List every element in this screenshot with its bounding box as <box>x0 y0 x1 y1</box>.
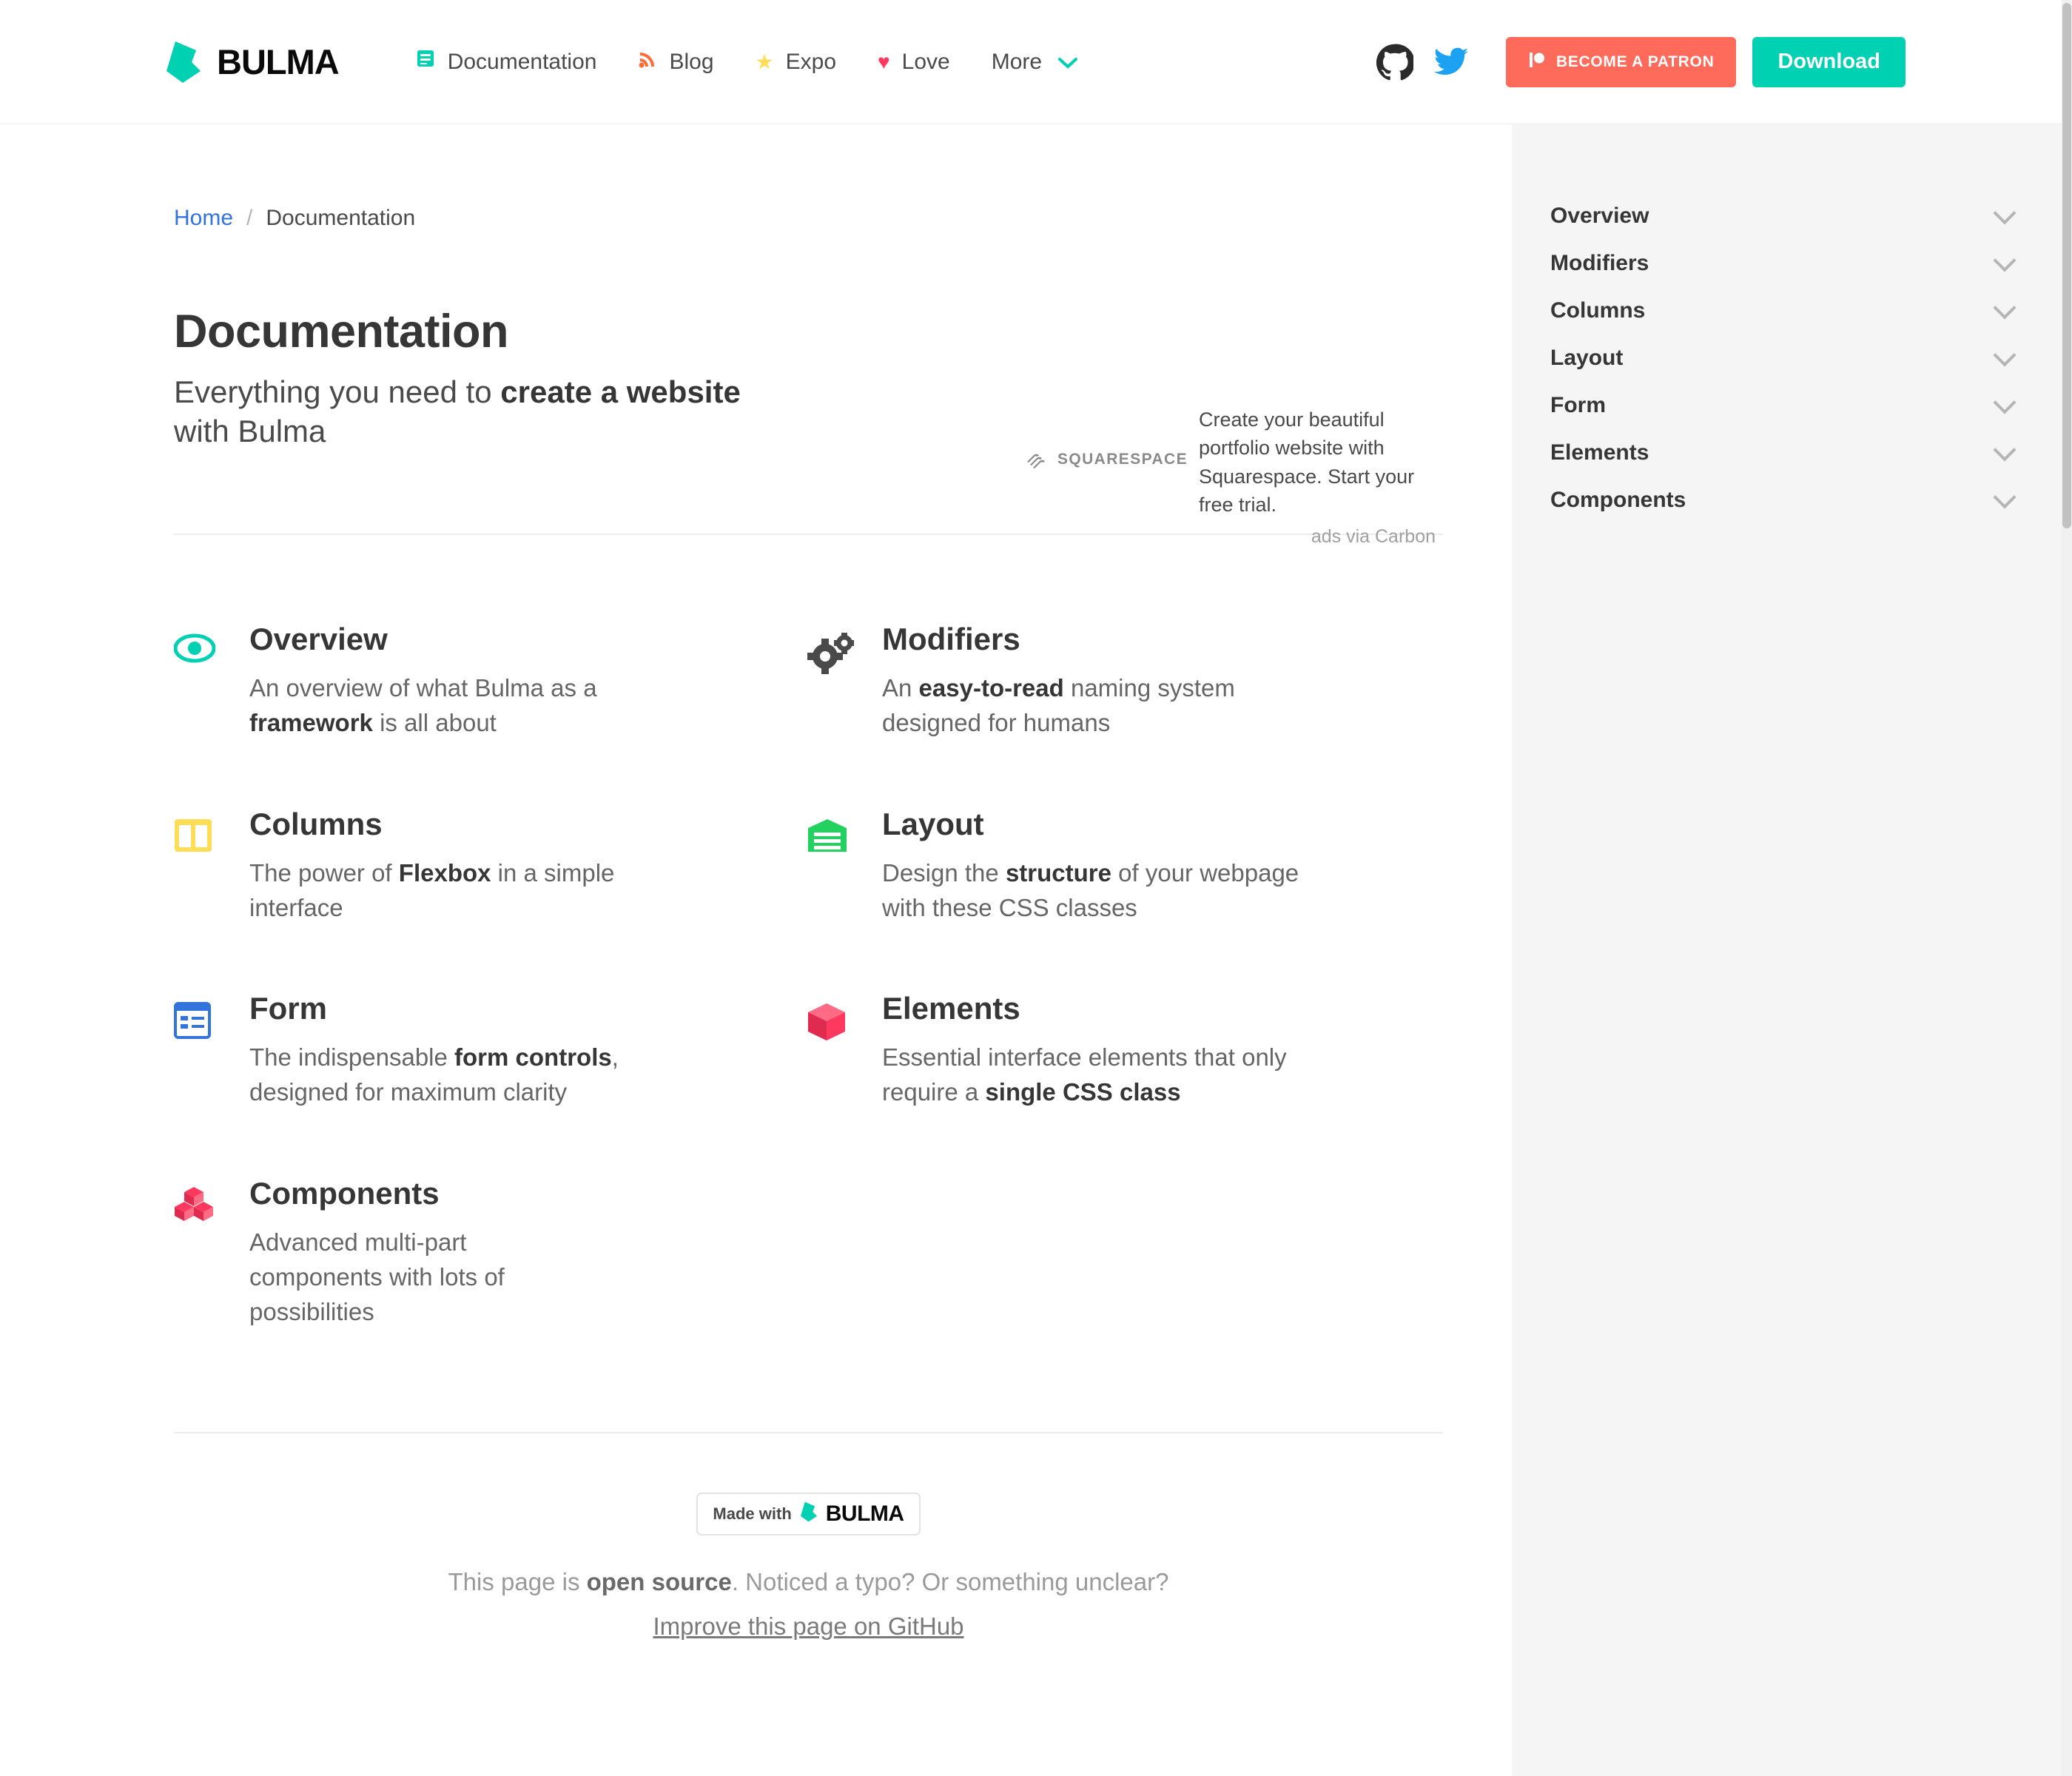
card-body <box>249 1178 807 1330</box>
sidebar-item-layout[interactable] <box>1512 334 2072 382</box>
card-layout[interactable] <box>807 806 1439 994</box>
twitter-icon[interactable] <box>1423 34 1479 90</box>
made-with-bulma-badge[interactable] <box>696 1493 920 1536</box>
sidebar-item-form[interactable] <box>1512 382 2072 429</box>
card-modifiers[interactable] <box>807 624 1439 809</box>
breadcrumb <box>174 206 1338 231</box>
nav-label-blog: Blog <box>669 49 714 74</box>
card-body <box>249 806 807 926</box>
card-desc <box>249 671 693 741</box>
sidebar-label: Overview <box>1550 204 1649 228</box>
layout-icon <box>807 809 882 926</box>
ad-text: Create your beautiful portfolio website with Squarespace. Start your free trial. <box>1199 408 1415 516</box>
box-icon <box>807 993 882 1110</box>
desc-part: The power of <box>249 858 399 887</box>
nav-item-love[interactable] <box>857 0 971 124</box>
card-form[interactable] <box>174 993 807 1178</box>
footer <box>174 1493 1443 1641</box>
card-desc <box>249 1040 693 1110</box>
patron-label: BECOME A PATRON <box>1555 53 1715 70</box>
github-icon[interactable] <box>1367 34 1423 90</box>
carbon-ad[interactable] <box>1014 406 1487 548</box>
cubes-icon <box>174 1178 249 1330</box>
card-title: Modifiers <box>882 622 1020 656</box>
nav-item-expo[interactable] <box>735 0 858 124</box>
card-title: Overview <box>249 622 388 656</box>
breadcrumb-current: Documentation <box>266 206 416 230</box>
patreon-icon <box>1528 51 1546 73</box>
card-body <box>882 624 1439 741</box>
card-body <box>882 806 1439 926</box>
desc-part-strong: structure <box>1005 858 1111 887</box>
nav-item-documentation[interactable] <box>394 0 618 124</box>
breadcrumb-home[interactable]: Home <box>174 206 234 230</box>
card-title: Columns <box>249 806 383 841</box>
navbar-right <box>1367 34 1906 90</box>
desc-part: Essential interface elements that only require a <box>882 1043 1287 1106</box>
footer-divider <box>174 1432 1443 1433</box>
desc-part: is all about <box>372 708 497 736</box>
subtitle-post: with Bulma <box>174 413 326 448</box>
book-icon <box>415 0 436 124</box>
chevron-down-icon <box>1993 201 2016 224</box>
star-icon: ★ <box>755 50 774 73</box>
improve-page-link[interactable]: Improve this page on GitHub <box>653 1612 964 1640</box>
desc-part: The indispensable <box>249 1043 455 1072</box>
chevron-down-icon <box>1993 343 2016 366</box>
form-icon <box>174 993 249 1110</box>
brand-name: BULMA <box>217 42 339 81</box>
ad-body <box>1199 406 1436 548</box>
desc-part: naming system designed for humans <box>882 674 1235 736</box>
chevron-down-icon <box>1993 296 2016 319</box>
card-body <box>882 993 1439 1110</box>
card-title: Components <box>249 1176 440 1211</box>
page-subtitle <box>174 373 766 451</box>
made-with-label: Made with <box>713 1504 792 1523</box>
sidebar-label: Elements <box>1550 440 1649 465</box>
rss-icon <box>638 0 657 124</box>
nav-label-documentation: Documentation <box>447 49 597 74</box>
desc-part: Design the <box>882 858 1006 887</box>
made-with-brand: BULMA <box>825 1501 904 1526</box>
eye-icon <box>174 624 249 741</box>
columns-icon <box>174 809 249 926</box>
card-body <box>249 624 807 741</box>
sidebar-item-elements[interactable] <box>1512 429 2072 477</box>
desc-part-strong: form controls <box>454 1043 612 1072</box>
card-desc <box>882 671 1326 741</box>
footer-text-post: . Noticed a typo? Or something unclear? <box>731 1567 1169 1595</box>
download-button[interactable] <box>1752 37 1906 87</box>
nav-item-more[interactable] <box>971 0 1098 124</box>
bulma-logo-icon <box>801 1501 817 1526</box>
sidebar-item-modifiers[interactable] <box>1512 240 2072 287</box>
ad-brand: SQUARESPACE <box>1057 451 1188 468</box>
cards-grid <box>174 624 1338 1398</box>
card-body <box>249 993 807 1110</box>
breadcrumb-separator: / <box>246 206 253 230</box>
desc-part: An overview of what Bulma as a <box>249 674 597 702</box>
download-label: Download <box>1777 50 1880 73</box>
sidebar-item-columns[interactable] <box>1512 287 2072 334</box>
nav-item-blog[interactable] <box>617 0 734 124</box>
card-desc <box>249 856 693 926</box>
desc-part-strong: framework <box>249 708 373 736</box>
scrollbar-track[interactable] <box>2062 0 2072 1776</box>
card-desc <box>882 856 1326 926</box>
chevron-down-icon <box>1993 485 2016 508</box>
card-elements[interactable] <box>807 993 1439 1178</box>
scrollbar-thumb[interactable] <box>2062 3 2071 528</box>
desc-part: An <box>882 674 919 702</box>
sidebar-label: Components <box>1550 488 1686 512</box>
subtitle-pre: Everything you need to <box>174 374 501 409</box>
squarespace-icon <box>1025 448 1047 471</box>
ad-logo <box>1014 406 1199 471</box>
card-overview[interactable] <box>174 624 807 809</box>
chevron-down-icon <box>1993 249 2016 272</box>
card-columns[interactable] <box>174 806 807 994</box>
sidebar <box>1512 124 2072 1776</box>
footer-text-pre: This page is <box>448 1567 587 1595</box>
subtitle-strong: create a website <box>500 374 741 409</box>
main-content <box>0 124 1512 1641</box>
nav-label-more: More <box>991 49 1043 74</box>
become-a-patron-button[interactable] <box>1506 37 1737 87</box>
sidebar-label: Form <box>1550 393 1606 417</box>
brand[interactable] <box>166 41 339 83</box>
sidebar-label: Layout <box>1550 346 1624 370</box>
card-desc: Advanced multi-part components with lots of possibilities <box>249 1228 505 1325</box>
chevron-down-icon <box>1058 0 1077 124</box>
gears-icon <box>807 624 882 741</box>
card-title: Layout <box>882 806 984 841</box>
card-title: Form <box>249 991 327 1026</box>
heart-icon: ♥ <box>878 50 890 73</box>
chevron-down-icon <box>1993 438 2016 461</box>
sidebar-label: Modifiers <box>1550 251 1649 275</box>
footer-text <box>174 1568 1443 1596</box>
page-title: Documentation <box>174 306 509 357</box>
footer-link-wrap <box>174 1596 1443 1641</box>
bulma-logo-icon <box>166 41 201 83</box>
nav-links <box>394 0 1098 124</box>
sidebar-item-overview[interactable] <box>1512 192 2072 240</box>
ad-poweredby: ads via Carbon <box>1311 526 1436 548</box>
desc-part-strong: Flexbox <box>398 858 491 887</box>
card-components[interactable] <box>174 1178 807 1398</box>
footer-text-strong: open source <box>586 1567 732 1595</box>
desc-part-strong: easy-to-read <box>918 674 1064 702</box>
desc-part: , designed for maximum clarity <box>249 1043 619 1106</box>
card-desc <box>882 1040 1326 1110</box>
sidebar-item-components[interactable] <box>1512 477 2072 524</box>
nav-label-expo: Expo <box>785 49 837 74</box>
chevron-down-icon <box>1993 391 2016 414</box>
navbar <box>0 0 2072 124</box>
sidebar-label: Columns <box>1550 298 1646 323</box>
desc-part-strong: single CSS class <box>985 1078 1181 1106</box>
desc-part: of your webpage with these CSS classes <box>882 858 1299 921</box>
desc-part: in a simple interface <box>249 858 615 921</box>
nav-label-love: Love <box>901 49 950 74</box>
card-title: Elements <box>882 991 1020 1026</box>
